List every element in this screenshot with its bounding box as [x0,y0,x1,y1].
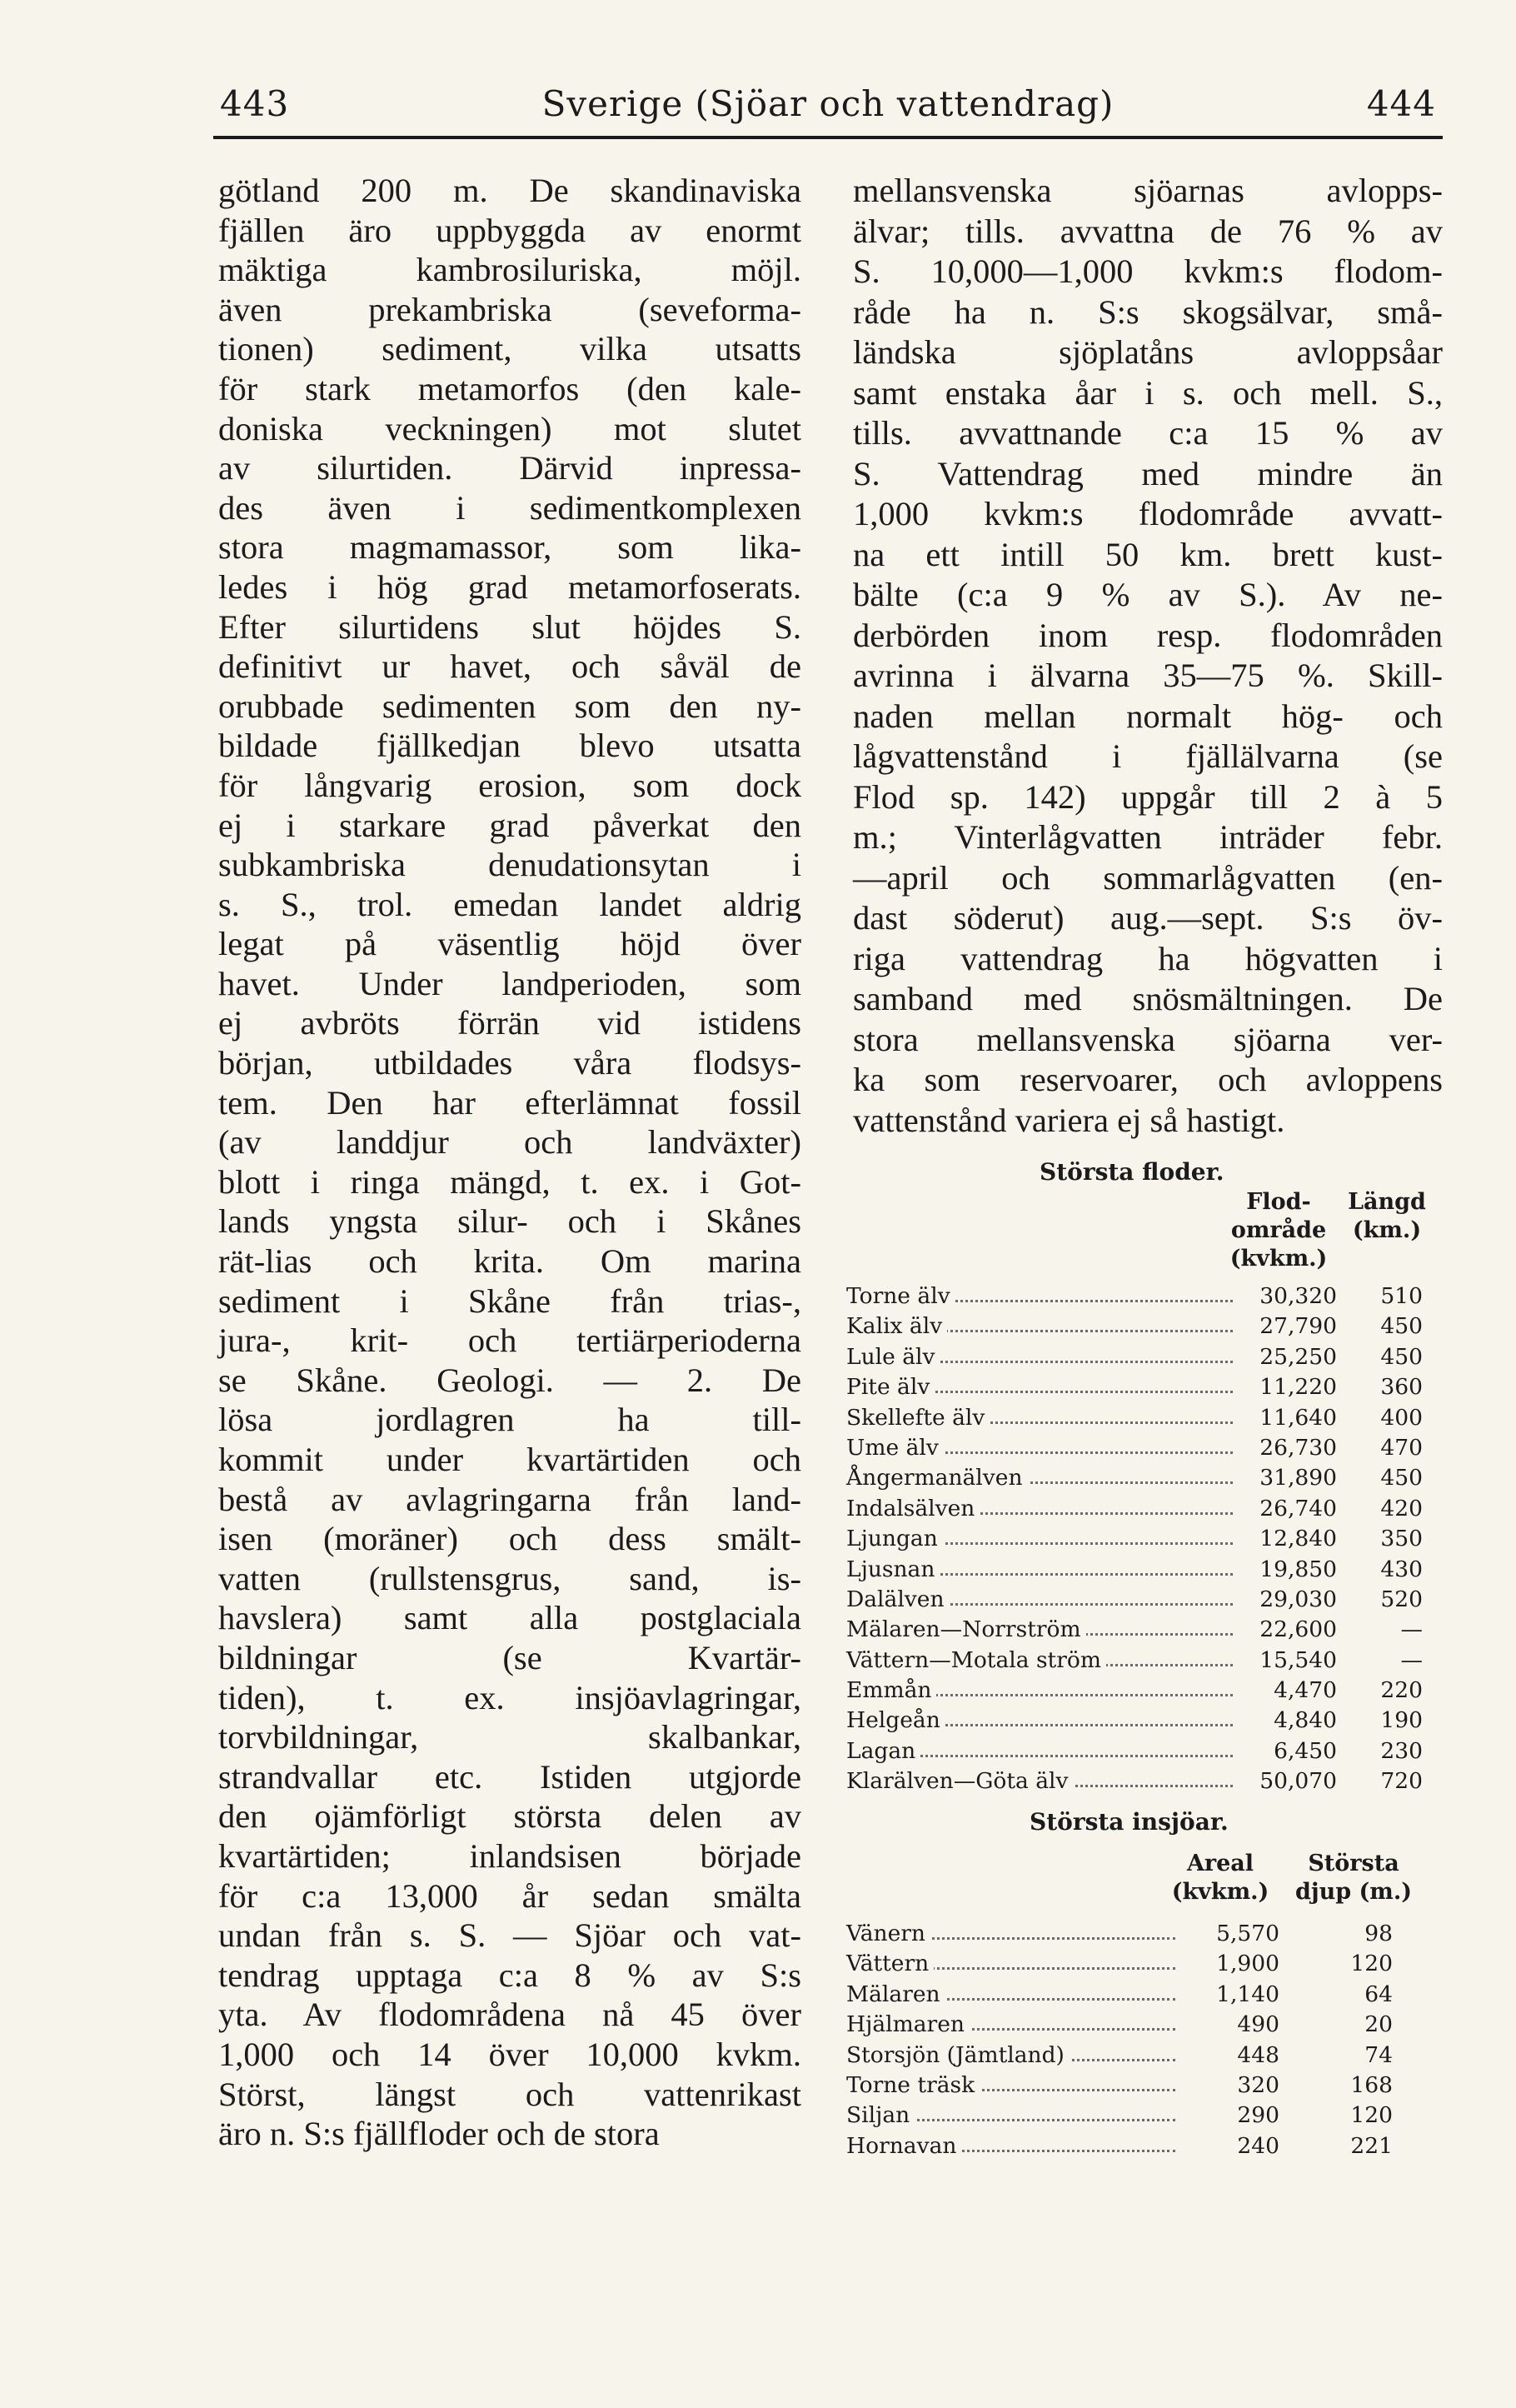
text-line: lågvattenstånd i fjällälvarna (se [853,737,1443,775]
row-name: Vättern—Motala ström [846,1647,1106,1673]
row-value-2: 230 [1380,1737,1423,1764]
text-line: tiden), t. ex. insjöavlagringar, [218,1678,801,1716]
row-value-1: 30,320 [1254,1283,1337,1309]
text-line: strandvallar etc. Istiden utgjorde [218,1757,801,1796]
text-line: fjällen äro uppbyggda av enormt [218,211,801,249]
text-line: mellansvenska sjöarnas avlopps- [853,172,1443,209]
row-value-1: 11,640 [1254,1405,1337,1431]
text-line: mäktiga kambrosiluriska, möjl. [218,251,801,289]
row-name: Ljungan [846,1526,943,1551]
rivers-col-length-header: Längd (km.) [1348,1189,1426,1243]
row-value-1: 4,470 [1269,1677,1337,1703]
text-line: bildade fjällkedjan blevo utsatta [218,727,801,765]
text-line: bestå av avlagringarna från land- [218,1480,801,1518]
text-line: torvbildningar, skalbankar, [218,1718,801,1756]
text-line: riga vattendrag ha högvatten i [853,939,1443,977]
table-row [846,2133,1443,2163]
row-name: Hjälmaren [846,2011,970,2037]
text-line: subkambriska denudationsytan i [218,846,801,884]
text-line: havslera) samt alla postglaciala [218,1599,801,1637]
text-line: tem. Den har efterlämnat fossil [218,1083,801,1122]
row-value-1: 27,790 [1254,1313,1337,1339]
row-name: Pite älv [846,1374,935,1400]
row-value-1: 5,570 [1211,1921,1279,1946]
table-row [846,1951,1443,1981]
text-line: älvar; tills. avvattna de 76 % av [853,212,1443,250]
row-value-2: 450 [1380,1343,1423,1370]
page-number-left: 443 [220,83,290,124]
text-line: blott i ringa mängd, t. ex. i Got- [218,1162,801,1201]
table-row [846,2011,1443,2041]
row-value-1: 26,730 [1254,1435,1337,1461]
text-line: havet. Under landperioden, som [218,964,801,1002]
row-value-1: 29,030 [1254,1586,1337,1612]
text-line: början, utbildades våra flodsys- [218,1044,801,1082]
table-row [846,2042,1443,2072]
text-line: Flod sp. 142) uppgår till 2 à 5 [853,777,1443,816]
row-value-1: 1,900 [1211,1951,1279,1976]
text-line: s. S., trol. emedan landet aldrig [218,885,801,923]
rivers-col-area-header: Flod- område (kvkm.) [1229,1189,1328,1271]
row-name: Torne älv [846,1283,955,1309]
row-value-2: 400 [1380,1404,1423,1431]
text-line: ledes i hög grad metamorfoserats. [218,567,801,606]
text-line: (av landdjur och landväxter) [218,1123,801,1162]
text-line: av silurtiden. Därvid inpressa- [218,449,801,487]
table-row [846,2102,1443,2132]
table-row [846,1344,1443,1374]
text-line: avrinna i älvarna 35—75 %. Skill- [853,657,1443,694]
text-line: —april och sommarlågvatten (en- [853,858,1443,897]
row-name: Kalix älv [846,1313,947,1339]
lakes-col-depth-header: Största djup (m.) [1294,1851,1413,1905]
row-value-2: 470 [1380,1434,1423,1461]
table-row [846,1556,1443,1586]
row-name: Dalälven [846,1586,950,1612]
row-value-2: 430 [1380,1556,1423,1582]
text-line: kommit under kvartärtiden och [218,1441,801,1478]
text-line: S. 10,000—1,000 kvkm:s flodom- [853,252,1443,290]
text-line: tionen) sediment, vilka utsatts [218,330,801,368]
row-value-1: 490 [1232,2011,1279,2037]
row-name: Storsjön (Jämtland) [846,2042,1070,2068]
text-line: sediment i Skåne från trias-, [218,1281,801,1320]
text-line: ka som reservoarer, och avloppens [853,1061,1443,1098]
text-line: isen (moräner) och dess smält- [218,1520,801,1558]
text-line: ländska sjöplatåns avloppsåar [853,333,1443,371]
row-value-2: 720 [1380,1768,1423,1795]
text-line: samband med snösmältningen. De [853,980,1443,1017]
text-line: götland 200 m. De skandinaviska [218,172,801,209]
row-name: Torne träsk [846,2072,980,2098]
text-line: legat på väsentlig höjd över [218,925,801,963]
text-line: äro n. S:s fjällfloder och de stora [218,2115,660,2153]
table-row [846,1435,1443,1465]
text-line: stora mellansvenska sjöarna ver- [853,1020,1443,1058]
row-name: Skellefte älv [846,1405,990,1431]
text-line: undan från s. S. — Sjöar och vat- [218,1916,801,1955]
text-line: samt enstaka åar i s. och mell. S., [853,373,1443,412]
table-row [846,1313,1443,1343]
row-value-1: 19,850 [1254,1556,1337,1582]
text-line: dast söderut) aug.—sept. S:s öv- [853,899,1443,937]
text-line: rät-lias och krita. Om marina [218,1242,801,1281]
row-value-2: 220 [1380,1677,1423,1704]
row-value-2: 221 [1350,2132,1393,2159]
text-line: 1,000 kvkm:s flodområde avvatt- [853,495,1443,532]
text-line: även prekambriska (seveforma- [218,290,801,328]
text-line: orubbade sedimenten som den ny- [218,687,801,725]
row-value-2: 120 [1350,1951,1393,1977]
row-value-1: 31,890 [1254,1465,1337,1491]
text-line: råde ha n. S:s skogsälvar, små- [853,292,1443,331]
text-line: den ojämförligt största delen av [218,1797,801,1836]
table-row [846,1283,1443,1313]
table-row [846,1526,1443,1556]
row-name: Lule älv [846,1344,940,1370]
row-value-1: 15,540 [1254,1647,1337,1673]
table-row [846,1586,1443,1616]
row-value-2: 520 [1380,1586,1423,1612]
text-line: ej i starkare grad påverkat den [218,806,801,844]
row-value-2: 20 [1364,2011,1393,2038]
row-value-2: 168 [1350,2071,1393,2098]
rivers-table [846,1283,1443,1799]
row-value-2: — [1400,1616,1423,1643]
row-value-2: 450 [1380,1313,1423,1340]
row-name: Emmån [846,1677,936,1703]
row-name: Mälaren—Norrström [846,1616,1086,1642]
text-line: derbörden inom resp. flodområden [853,616,1443,654]
page-number-right: 444 [1366,83,1436,124]
row-value-2: 510 [1380,1283,1423,1309]
row-value-1: 4,840 [1269,1707,1337,1733]
table-row [846,1921,1443,1951]
row-name: Ångermanälven [846,1465,1028,1491]
rivers-table-title: Största floder. [1040,1158,1224,1186]
table-row [846,1374,1443,1404]
row-value-1: 448 [1232,2042,1279,2068]
page-header [213,80,1443,130]
text-line: tendrag upptaga c:a 8 % av S:s [218,1956,801,1994]
row-value-2: 350 [1380,1526,1423,1552]
row-value-2: 190 [1380,1707,1423,1734]
text-line: lands yngsta silur- och i Skånes [218,1202,801,1241]
row-value-2: 420 [1380,1495,1423,1521]
text-line: lösa jordlagren ha till- [218,1401,801,1439]
text-line: tills. avvattnande c:a 15 % av [853,414,1443,452]
text-line: kvartärtiden; inlandsisen började [218,1836,801,1875]
row-value-2: 74 [1364,2041,1393,2068]
row-value-1: 25,250 [1254,1344,1337,1370]
table-row [846,1768,1443,1798]
row-value-1: 12,840 [1254,1526,1337,1551]
table-row [846,2072,1443,2102]
row-value-2: 98 [1364,1921,1393,1946]
row-name: Vänern [846,1921,930,1946]
row-value-2: 64 [1364,1981,1393,2007]
table-row [846,1677,1443,1707]
row-value-2: 120 [1350,2102,1393,2129]
row-value-1: 50,070 [1254,1768,1337,1794]
row-name: Vättern [846,1951,934,1976]
right-column-text [853,171,1443,1141]
left-column-text [218,171,801,2154]
text-line: stora magmamassor, som lika- [218,528,801,567]
row-name: Ljusnan [846,1556,940,1582]
row-value-2: 450 [1380,1465,1423,1491]
header-rule [213,136,1443,139]
table-row [846,1465,1443,1495]
row-name: Ume älv [846,1435,944,1461]
text-line: bälte (c:a 9 % av S.). Av ne- [853,576,1443,613]
table-row [846,1647,1443,1677]
text-line: ej avbröts förrän vid istidens [218,1004,801,1042]
text-line: Efter silurtidens slut höjdes S. [218,607,801,646]
text-line: för c:a 13,000 år sedan smälta [218,1876,801,1915]
text-line: m.; Vinterlågvatten inträder febr. [853,818,1443,856]
table-row [846,1707,1443,1737]
text-line: se Skåne. Geologi. — 2. De [218,1361,801,1399]
text-line: vattenstånd variera ej så hastigt. [853,1101,1285,1139]
text-line: na ett intill 50 km. brett kust- [853,535,1443,573]
text-line: Störst, längst och vattenrikast [218,2075,801,2113]
row-name: Klarälven—Göta älv [846,1768,1073,1794]
lakes-table [846,1921,1443,2163]
row-value-1: 11,220 [1254,1374,1337,1400]
row-value-1: 320 [1232,2072,1279,2098]
lakes-table-title: Största insjöar. [1030,1808,1229,1836]
text-line: yta. Av flodområdena nå 45 över [218,1996,801,2034]
table-row [846,1981,1443,2011]
text-line: des även i sedimentkomplexen [218,488,801,527]
row-value-1: 6,450 [1269,1738,1337,1764]
row-name: Indalsälven [846,1496,980,1521]
row-name: Hornavan [846,2133,961,2159]
text-line: S. Vattendrag med mindre än [853,454,1443,492]
row-value-1: 290 [1232,2102,1279,2128]
row-name: Siljan [846,2102,915,2128]
row-value-2: — [1400,1646,1423,1673]
row-value-1: 26,740 [1254,1496,1337,1521]
text-line: naden mellan normalt hög- och [853,697,1443,735]
table-row [846,1616,1443,1646]
text-line: bildningar (se Kvartär- [218,1638,801,1676]
text-line: för långvarig erosion, som dock [218,766,801,804]
row-value-1: 22,600 [1254,1616,1337,1642]
text-line: definitivt ur havet, och såväl de [218,647,801,686]
table-row [846,1738,1443,1768]
table-row [846,1405,1443,1435]
text-line: doniska veckningen) mot slutet [218,409,801,447]
row-value-1: 1,140 [1211,1981,1279,2007]
row-name: Mälaren [846,1981,945,2007]
row-name: Helgeån [846,1707,945,1733]
row-name: Lagan [846,1738,920,1764]
text-line: vatten (rullstensgrus, sand, is- [218,1559,801,1597]
table-row [846,1496,1443,1526]
row-value-1: 240 [1232,2133,1279,2159]
row-value-2: 360 [1380,1374,1423,1401]
running-title: Sverige (Sjöar och vattendrag) [541,83,1115,124]
text-line: jura-, krit- och tertiärperioderna [218,1321,801,1360]
text-line: för stark metamorfos (den kale- [218,369,801,407]
lakes-col-area-header: Areal (kvkm.) [1171,1851,1269,1905]
text-line: 1,000 och 14 över 10,000 kvkm. [218,2035,801,2073]
